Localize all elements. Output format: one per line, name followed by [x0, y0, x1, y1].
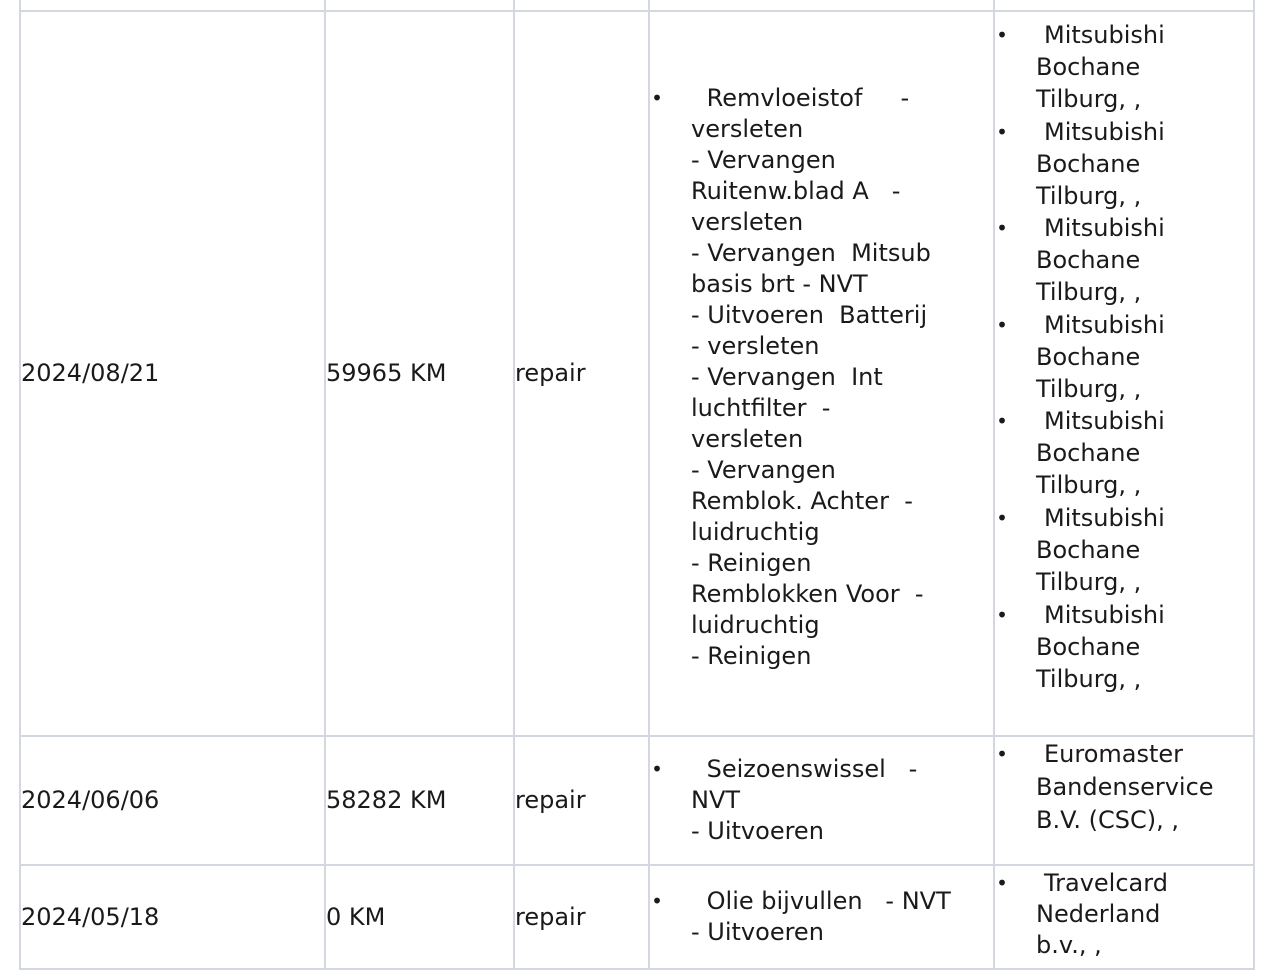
dealer-item — [995, 738, 1253, 837]
dealer-line: Mitsubishi — [1044, 310, 1165, 339]
bullet-icon: • — [996, 742, 1008, 766]
service-history-table — [19, 0, 1255, 970]
date-cell: 2024/06/06 — [20, 736, 325, 865]
description-line: Remblokken Voor - — [691, 580, 924, 608]
description-line: luidruchtig — [691, 611, 820, 639]
description-list — [650, 83, 993, 672]
date-cell: 2024/08/21 — [20, 11, 325, 736]
dealer-line: Bandenservice — [1036, 773, 1214, 801]
description-line: Seizoenswissel - — [699, 755, 918, 783]
dealer-line: Bochane — [1036, 439, 1141, 468]
table-row-cutoff — [20, 0, 1254, 11]
description-cell — [649, 736, 994, 865]
dealer-line: Tilburg, , — [1036, 664, 1142, 693]
description-line: - Uitvoeren Batterij — [691, 301, 928, 329]
bullet-icon: • — [996, 119, 1008, 144]
type-cell: repair — [514, 736, 649, 865]
dealer-item — [995, 116, 1253, 213]
description-line: Ruitenw.blad A - — [691, 177, 901, 205]
description-list — [650, 754, 993, 847]
description-item — [650, 83, 993, 672]
type-cell: repair — [514, 11, 649, 736]
dealer-line: Mitsubishi — [1044, 600, 1165, 629]
description-cell — [649, 865, 994, 969]
description-cell — [649, 11, 994, 736]
dealer-line: Bochane — [1036, 53, 1141, 81]
dealer-item — [995, 212, 1253, 309]
description-item — [650, 886, 993, 948]
description-line: Remblok. Achter - — [691, 487, 913, 515]
dealer-line: Tilburg, , — [1036, 181, 1142, 210]
description-line: - versleten — [691, 332, 820, 360]
dealer-line: Mitsubishi — [1044, 21, 1165, 49]
description-line: versleten — [691, 115, 804, 143]
table-row — [20, 865, 1254, 969]
description-line: NVT — [691, 786, 741, 814]
dealer-item — [995, 405, 1253, 502]
description-line: versleten — [691, 208, 804, 236]
dealer-line: Travelcard — [1044, 869, 1168, 897]
dealer-line: Bochane — [1036, 632, 1141, 661]
table-cell — [20, 0, 325, 11]
mileage-cell: 58282 KM — [325, 736, 514, 865]
description-line: luchtfilter - — [691, 394, 831, 422]
mileage-cell: 59965 KM — [325, 11, 514, 736]
description-line: - Reinigen — [691, 642, 812, 670]
table-cell — [514, 0, 649, 11]
dealer-line: b.v., , — [1036, 931, 1102, 959]
description-line: Remvloeistof - — [699, 84, 910, 112]
dealer-cell — [994, 865, 1254, 969]
description-list — [650, 886, 993, 948]
description-line: basis brt - NVT — [691, 270, 868, 298]
bullet-icon: • — [996, 312, 1008, 337]
dealer-item — [995, 19, 1253, 116]
dealer-list — [995, 738, 1253, 837]
description-line: - Uitvoeren — [691, 918, 824, 946]
dealer-line: Tilburg, , — [1036, 278, 1142, 307]
bullet-icon: • — [996, 23, 1008, 47]
bullet-icon: • — [651, 757, 663, 781]
dealer-line: Euromaster — [1044, 740, 1184, 768]
dealer-line: Mitsubishi — [1044, 214, 1165, 243]
dealer-item — [995, 599, 1253, 696]
dealer-item — [995, 502, 1253, 599]
dealer-cell — [994, 736, 1254, 865]
description-line: - Reinigen — [691, 549, 812, 577]
bullet-icon: • — [996, 602, 1008, 627]
dealer-list — [995, 868, 1253, 961]
description-line: - Vervangen Int — [691, 363, 883, 391]
description-line: luidruchtig — [691, 518, 820, 546]
description-line: versleten — [691, 425, 804, 453]
dealer-list — [995, 19, 1253, 695]
table-cell — [325, 0, 514, 11]
dealer-line: Mitsubishi — [1044, 503, 1165, 532]
dealer-line: Bochane — [1036, 246, 1141, 275]
table-cell — [649, 0, 994, 11]
description-item — [650, 754, 993, 847]
bullet-icon: • — [996, 505, 1008, 530]
dealer-line: Tilburg, , — [1036, 374, 1142, 403]
bullet-icon: • — [651, 86, 663, 110]
description-line: Olie bijvullen - NVT — [699, 887, 951, 915]
description-line: - Vervangen — [691, 146, 836, 174]
description-line: - Vervangen — [691, 456, 836, 484]
table-row — [20, 736, 1254, 865]
dealer-line: B.V. (CSC), , — [1036, 806, 1180, 834]
description-line: - Vervangen Mitsub — [691, 239, 931, 267]
dealer-line: Bochane — [1036, 535, 1141, 564]
description-line: - Uitvoeren — [691, 817, 824, 845]
table-row — [20, 11, 1254, 736]
dealer-line: Tilburg, , — [1036, 85, 1142, 113]
dealer-cell — [994, 11, 1254, 736]
table-cell — [994, 0, 1254, 11]
dealer-line: Mitsubishi — [1044, 407, 1165, 436]
dealer-line: Bochane — [1036, 342, 1141, 371]
bullet-icon: • — [651, 889, 663, 913]
mileage-cell: 0 KM — [325, 865, 514, 969]
dealer-line: Tilburg, , — [1036, 471, 1142, 500]
dealer-line: Mitsubishi — [1044, 117, 1165, 146]
date-cell: 2024/05/18 — [20, 865, 325, 969]
dealer-line: Nederland — [1036, 900, 1161, 928]
bullet-icon: • — [996, 409, 1008, 434]
type-cell: repair — [514, 865, 649, 969]
dealer-line: Tilburg, , — [1036, 567, 1142, 596]
bullet-icon: • — [996, 216, 1008, 241]
dealer-item — [995, 309, 1253, 406]
dealer-item — [995, 868, 1253, 961]
bullet-icon: • — [996, 871, 1008, 895]
dealer-line: Bochane — [1036, 149, 1141, 178]
